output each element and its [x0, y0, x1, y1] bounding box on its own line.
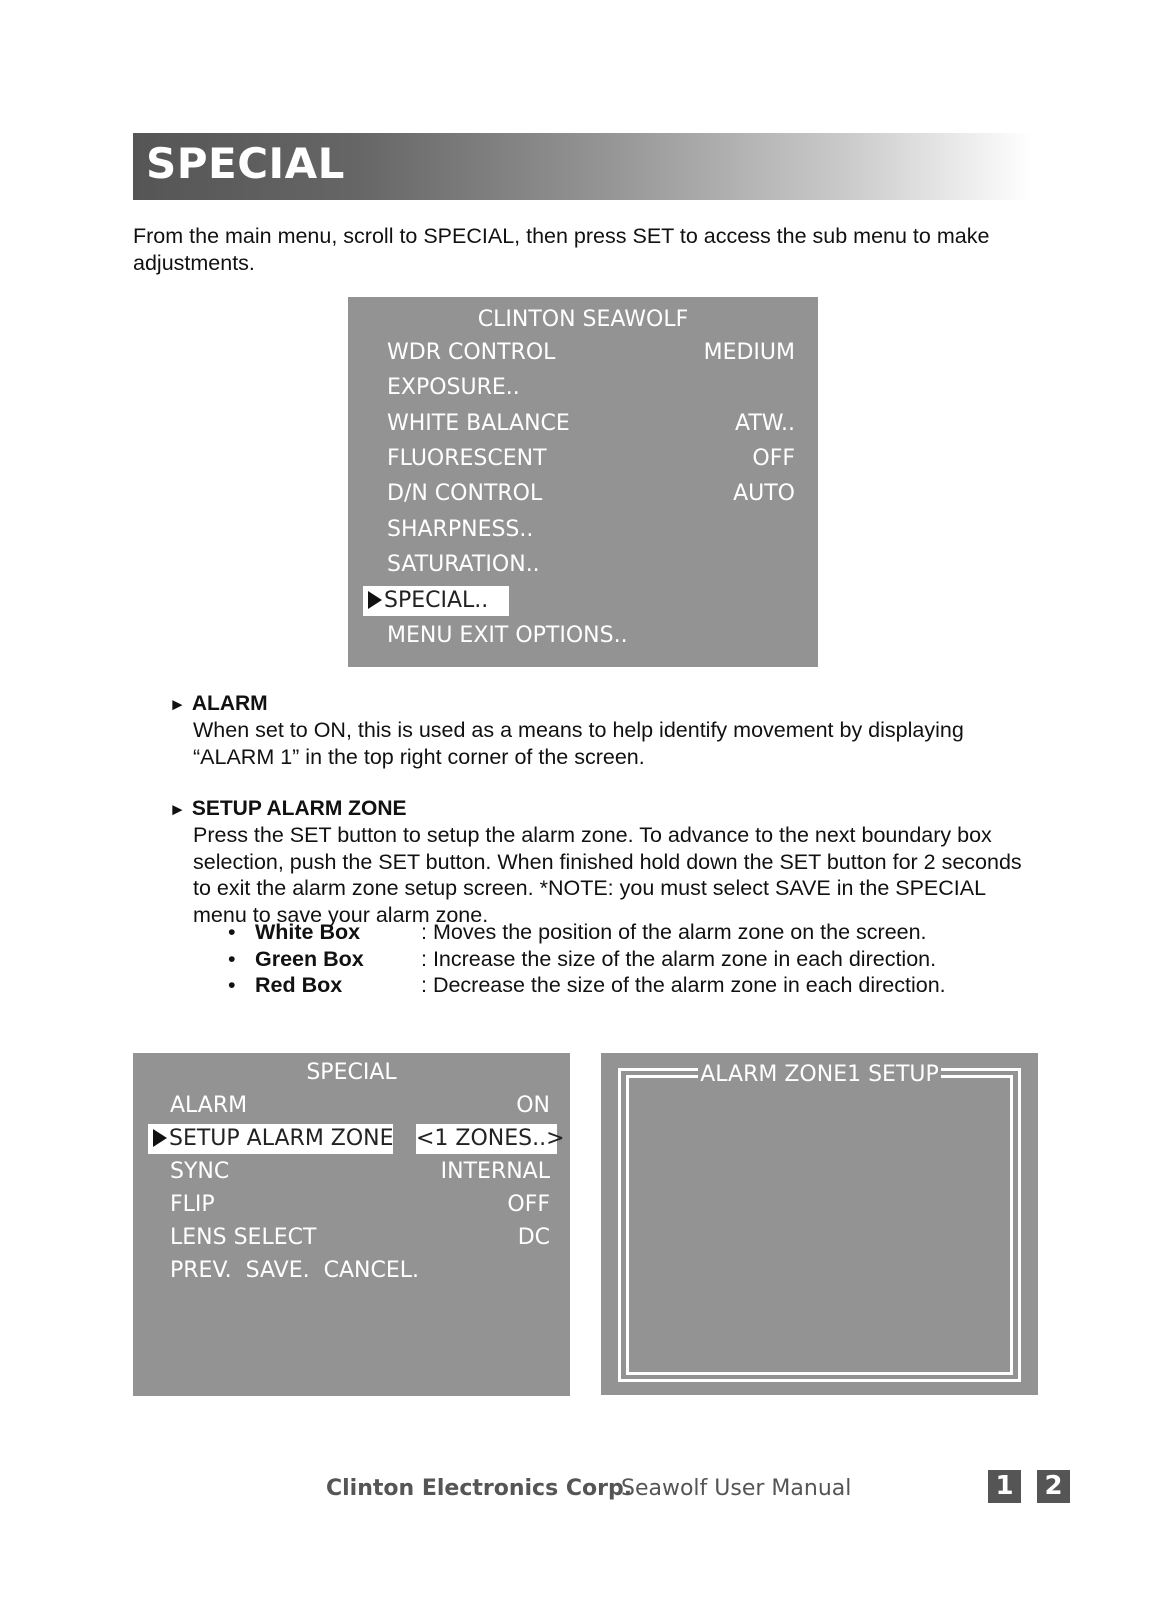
setup-alarm-zone-heading: ► SETUP ALARM ZONE — [169, 797, 407, 820]
menu-item-value: OFF — [752, 446, 795, 471]
menu-item-label: PREV. SAVE. CANCEL. — [170, 1258, 419, 1283]
selection-arrow-icon — [368, 591, 382, 609]
alarm-text: When set to ON, this is used as a means to help identify movement by displaying “ALARM 1” in the top right corner of the screen. — [193, 718, 964, 769]
menu-item-label: D/N CONTROL — [387, 481, 543, 506]
triangle-bullet-icon: ► — [169, 695, 186, 714]
menu-item-label: LENS SELECT — [170, 1225, 317, 1250]
menu-item-value: ATW.. — [735, 411, 795, 436]
special-menu-panel — [133, 1053, 570, 1396]
menu-item-dn-control[interactable] — [387, 479, 795, 509]
menu-item-sharpness[interactable] — [387, 515, 795, 545]
menu-item-lens-select[interactable] — [170, 1223, 550, 1253]
menu-item-setup-alarm-zone-selected[interactable] — [148, 1124, 393, 1154]
footer-company: Clinton Electronics Corp. — [326, 1476, 633, 1501]
bullet-dot-icon: • — [228, 946, 236, 971]
menu-item-sync[interactable] — [170, 1157, 550, 1187]
menu-item-special-selected[interactable] — [363, 586, 509, 616]
special-menu-title: SPECIAL — [306, 1060, 397, 1085]
menu-item-alarm[interactable] — [170, 1091, 550, 1121]
zones-value-selected[interactable]: <1 ZONES..> — [416, 1124, 557, 1154]
list-item: • Green Box : Increase the size of the alarm zone in each direction. — [228, 946, 937, 971]
alarm-heading: ► ALARM — [169, 692, 268, 715]
bullet-dot-icon: • — [228, 920, 236, 944]
footer-manual-title: Seawolf User Manual — [621, 1476, 852, 1501]
menu-item-label: SATURATION.. — [387, 552, 540, 577]
menu-item-exposure[interactable] — [387, 373, 795, 403]
section-banner — [133, 133, 1033, 200]
main-menu-panel — [348, 297, 818, 667]
menu-item-white-balance[interactable] — [387, 409, 795, 439]
main-menu-title: CLINTON SEAWOLF — [477, 307, 689, 332]
alarm-zone-setup-panel — [601, 1053, 1038, 1395]
alarm-zone-title: ALARM ZONE1 SETUP — [698, 1060, 941, 1090]
bullet-dot-icon: • — [228, 973, 236, 997]
menu-item-value: AUTO — [733, 481, 795, 506]
menu-item-label: WHITE BALANCE — [387, 411, 570, 436]
menu-item-value: DC — [517, 1225, 550, 1250]
page-number-digit: 1 — [988, 1470, 1021, 1503]
menu-item-value: ON — [516, 1093, 550, 1118]
page-number-digit: 2 — [1037, 1470, 1070, 1503]
alarm-zone-inner-frame — [626, 1075, 1013, 1375]
menu-item-wdr-control[interactable] — [387, 338, 795, 368]
menu-item-label: FLIP — [170, 1192, 215, 1217]
menu-item-fluorescent[interactable] — [387, 444, 795, 474]
triangle-bullet-icon: ► — [169, 800, 186, 819]
menu-item-label: SETUP ALARM ZONE — [169, 1126, 394, 1151]
menu-item-label: MENU EXIT OPTIONS.. — [387, 623, 628, 648]
menu-item-value: MEDIUM — [703, 340, 795, 365]
list-item: • Red Box : Decrease the size of the alarm zone in each direction. — [228, 973, 946, 997]
menu-item-value: INTERNAL — [440, 1159, 550, 1184]
list-item: • White Box : Moves the position of the alarm zone on the screen. — [228, 920, 927, 944]
intro-text: From the main menu, scroll to SPECIAL, then press SET to access the sub menu to make adjustments. — [133, 224, 990, 275]
menu-item-label: ALARM — [170, 1093, 248, 1118]
menu-item-label: WDR CONTROL — [387, 340, 556, 365]
setup-alarm-zone-text: Press the SET button to setup the alarm zone. To advance to the next boundary box selection, push the SET button. When finished hold down the SET button for 2 seconds to exit the alarm zone setup screen. *NOTE: you must select SAVE in the SPECIAL menu to save your alarm zone. — [193, 823, 1022, 927]
menu-item-menu-exit-options[interactable] — [387, 621, 795, 651]
menu-item-label: EXPOSURE.. — [387, 375, 520, 400]
section-title: SPECIAL — [146, 139, 345, 188]
menu-item-saturation[interactable] — [387, 550, 795, 580]
selection-arrow-icon — [153, 1129, 167, 1147]
box-legend-list — [228, 919, 1048, 999]
menu-item-label: FLUORESCENT — [387, 446, 547, 471]
menu-item-label: SYNC — [170, 1159, 230, 1184]
menu-item-value: OFF — [507, 1192, 550, 1217]
menu-item-prev-save-cancel[interactable] — [170, 1256, 550, 1286]
menu-item-flip[interactable] — [170, 1190, 550, 1220]
menu-item-label: SHARPNESS.. — [387, 517, 534, 542]
menu-item-label: SPECIAL.. — [384, 588, 489, 613]
